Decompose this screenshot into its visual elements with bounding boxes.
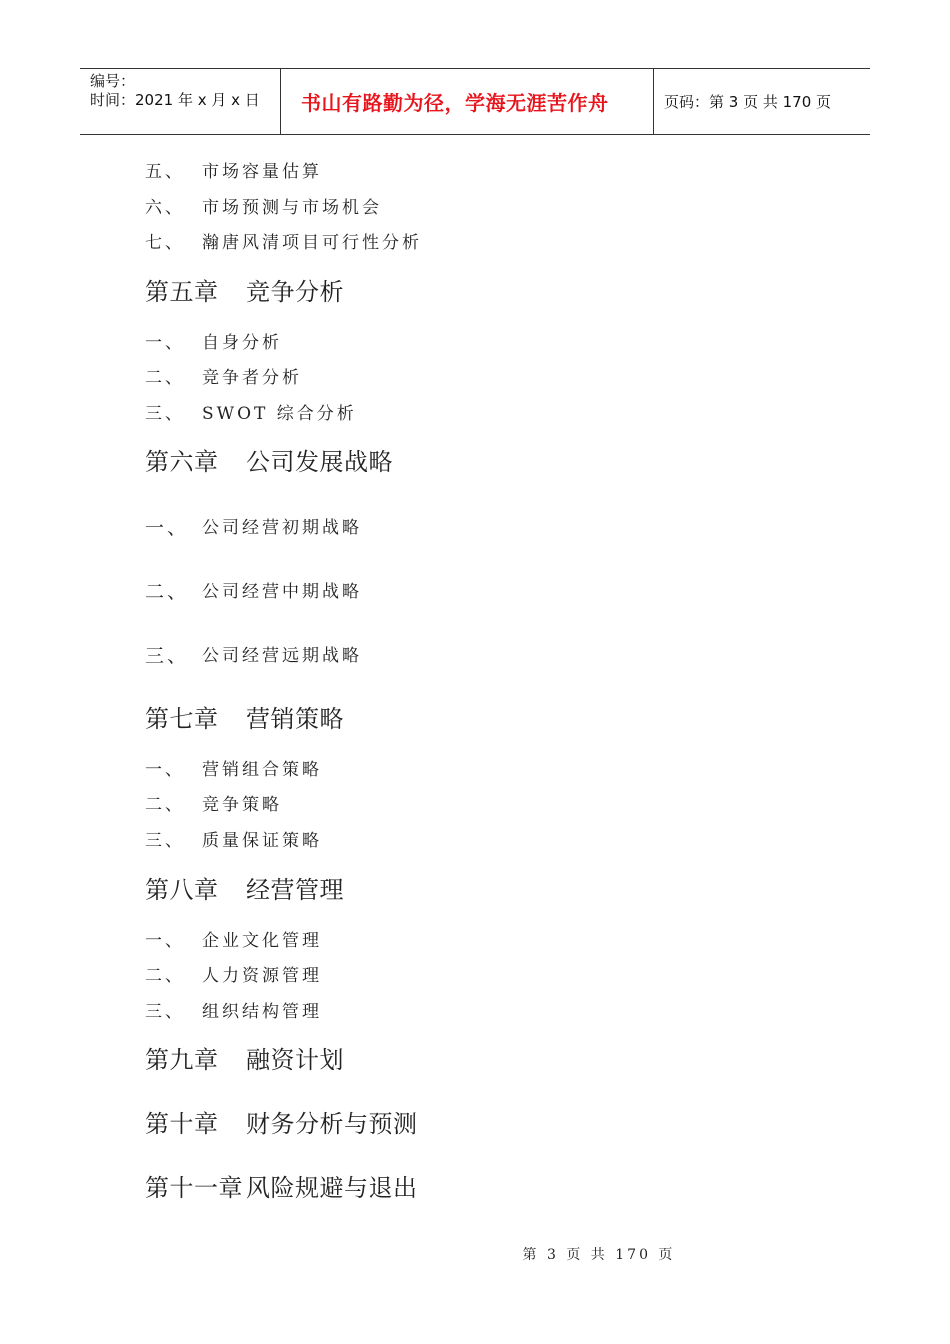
toc-item-text: 公司经营远期战略 [202, 646, 362, 666]
chapter-number: 第十一章 [145, 1174, 243, 1202]
toc-item-number: 三、 [145, 1002, 185, 1022]
toc-item-text: SWOT 综合分析 [202, 404, 357, 424]
header-meta-cell [80, 69, 281, 134]
chapter-number: 第六章 [145, 448, 219, 476]
toc-item-text: 组织结构管理 [202, 1002, 322, 1022]
chapter-title: 竞争分析 [246, 278, 344, 306]
header-page-number: 页码：第 3 页 共 170 页 [664, 93, 832, 111]
toc-item-text: 竞争策略 [202, 795, 282, 815]
chapter-number: 第五章 [145, 278, 219, 306]
chapter-title: 风险规避与退出 [246, 1174, 418, 1202]
toc-item-text: 质量保证策略 [202, 831, 322, 851]
toc-item-text: 竞争者分析 [202, 368, 302, 388]
toc-item-number: 二、 [145, 368, 185, 388]
toc-item-number: 一、 [145, 760, 185, 780]
chapter-title: 融资计划 [246, 1046, 344, 1074]
page-footer [0, 1247, 950, 1263]
toc-item-text: 自身分析 [202, 333, 282, 353]
toc-item-number: 六、 [145, 198, 185, 218]
chapter-number: 第七章 [145, 705, 219, 733]
chapter-title: 营销策略 [246, 705, 344, 733]
chapter-number: 第九章 [145, 1046, 219, 1074]
chapter-number: 第十章 [145, 1110, 219, 1138]
toc-item-number: 一、 [145, 931, 185, 951]
toc-item-number: 七、 [145, 233, 185, 253]
toc-item-number: 二、 [145, 795, 185, 815]
toc-item-number: 二、 [145, 966, 185, 986]
document-date-label: 时间：2021 年 x 月 x 日 [90, 91, 260, 109]
toc-item-number: 二、 [145, 581, 190, 603]
header-motto: 书山有路勤为径，学海无涯苦作舟 [301, 91, 609, 115]
chapter-title: 财务分析与预测 [246, 1110, 418, 1138]
toc-item-text: 市场容量估算 [202, 162, 322, 182]
toc-item-text: 公司经营中期战略 [202, 582, 362, 602]
toc-item-number: 三、 [145, 645, 190, 667]
toc-item-text: 企业文化管理 [202, 931, 322, 951]
page-header [80, 68, 870, 135]
toc-item-number: 一、 [145, 517, 190, 539]
toc-item-text: 瀚唐风清项目可行性分析 [202, 233, 422, 253]
toc-item-number: 三、 [145, 831, 185, 851]
header-motto-cell [281, 69, 654, 134]
toc-item-number: 一、 [145, 333, 185, 353]
toc-item-text: 营销组合策略 [202, 760, 322, 780]
footer-page-number: 第 3 页 共 170 页 [522, 1247, 676, 1263]
header-page-cell [654, 69, 870, 134]
toc-item-text: 公司经营初期战略 [202, 518, 362, 538]
toc-item-number: 三、 [145, 404, 185, 424]
chapter-title: 公司发展战略 [246, 448, 393, 476]
toc-item-text: 人力资源管理 [202, 966, 322, 986]
toc-item-number: 五、 [145, 162, 185, 182]
document-number-label: 编号： [90, 72, 136, 90]
toc-item-text: 市场预测与市场机会 [202, 198, 382, 218]
chapter-number: 第八章 [145, 876, 219, 904]
chapter-title: 经营管理 [246, 876, 344, 904]
